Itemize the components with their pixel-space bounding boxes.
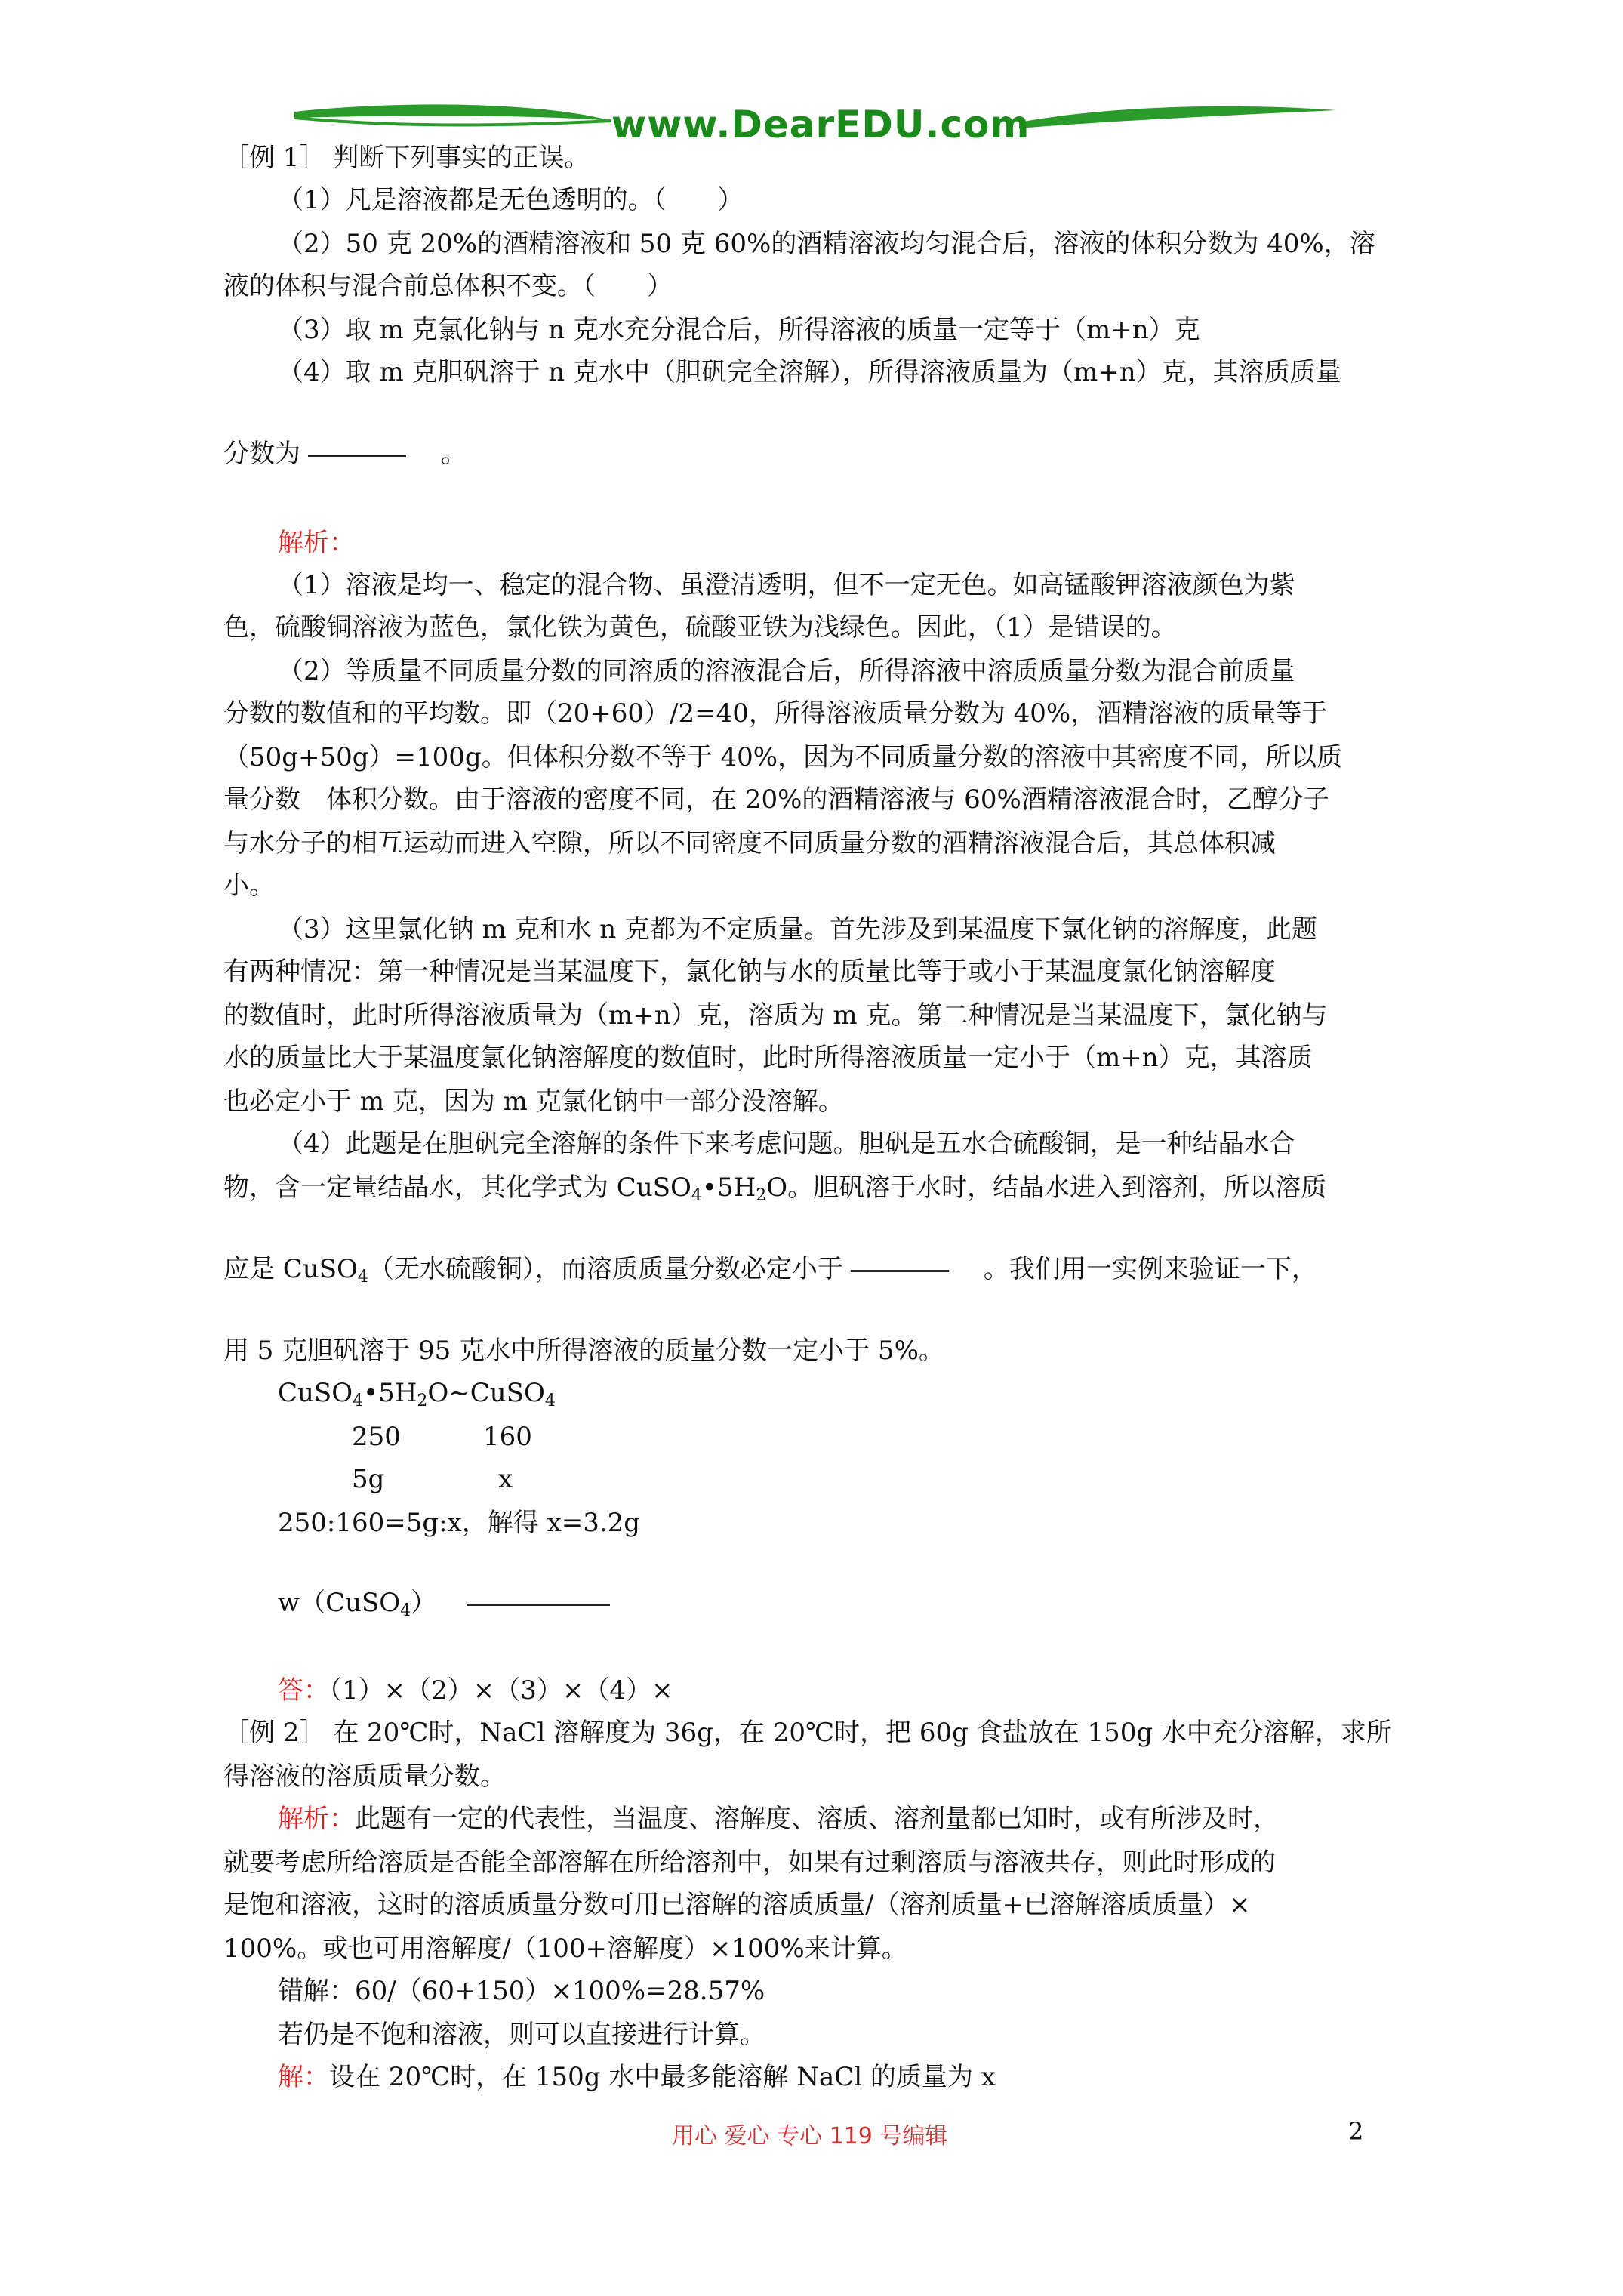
analysis1-p3c: 的数值时，此时所得溶液质量为（m+n）克，溶质为 m 克。第二种情况是当某温度下，氯化钠与 [223,1000,1328,1031]
ex2-wrong: 错解：60/（60+150）×100%=28.57% [278,1976,765,2006]
ex1-q3: （3）取 m 克氯化钠与 n 克水充分混合后，所得溶液的质量一定等于（m+n）克 [278,315,1200,345]
ex2-solution-label: 解： [278,2062,329,2092]
calc-f1-sub3: 4 [544,1391,556,1410]
p4c-mid: （无水硫酸铜），而溶质质量分数必定小于 [368,1254,843,1284]
analysis1-p1b: 色，硫酸铜溶液为蓝色，氯化铁为黄色，硫酸亚铁为浅绿色。因此，（1）是错误的。 [223,612,1177,643]
fraction-blank-2 [851,1270,949,1272]
calc-f1-sub1: 4 [353,1391,364,1410]
p4b-mid: •5H [701,1173,756,1203]
analysis1-p3d: 水的质量比大于某温度氯化钠溶解度的数值时，此时所得溶液质量一定小于（m+n）克，其溶质 [223,1043,1313,1073]
p4c-end: 。我们用一实例来验证一下， [983,1254,1317,1284]
calc-r2a: 5g [352,1464,385,1494]
fraction-blank-3 [467,1604,610,1606]
ex1-q4a: （4）取 m 克胆矾溶于 n 克水中（胆矾完全溶解），所得溶液质量为（m+n）克，其溶质质量 [278,357,1341,387]
ex1-title: ［例 1］ 判断下列事实的正误。 [223,143,590,173]
analysis1-p2a: （2）等质量不同质量分数的同溶质的溶液混合后，所得溶液中溶质质量分数为混合前质量 [278,656,1295,686]
answer1-line [278,1673,673,1708]
answer-text: （1）×（2）×（3）×（4）× [329,1675,673,1706]
calc-r1b: 160 [483,1422,532,1452]
calc-eq: 250:160=5g:x，解得 x=3.2g [278,1508,641,1538]
ex2-analysis-label: 解析： [278,1804,355,1834]
analysis1-p2c: （50g+50g）=100g。但体积分数不等于 40%，因为不同质量分数的溶液中其密度不同，所以质 [223,742,1343,772]
analysis1-p2e: 与水分子的相互运动而进入空隙，所以不同密度不同质量分数的酒精溶液混合后，其总体积减 [223,828,1276,858]
p4b-sub2: 2 [756,1186,767,1205]
answer-label: 答： [278,1675,329,1706]
analysis-label: 解析： [278,528,355,558]
ex1-q1: （1）凡是溶液都是无色透明的。（ ） [278,185,744,215]
page-number: 2 [1348,2117,1364,2146]
ex1-q2b: 液的体积与混合前总体积不变。（ ） [223,271,673,301]
calc-r1a: 250 [352,1422,401,1452]
calc-r2b: x [498,1464,513,1494]
analysis1-p3e: 也必定小于 m 克，因为 m 克氯化钠中一部分没溶解。 [223,1086,844,1117]
ex1-q2a: （2）50 克 20%的酒精溶液和 50 克 60%的酒精溶液均匀混合后，溶液的体积分数为 40%，溶 [278,229,1375,259]
calc-w-sub: 4 [400,1601,411,1620]
calc-f1-mid2: O~CuSO [427,1378,545,1408]
analysis1-p3a: （3）这里氯化钠 m 克和水 n 克都为不定质量。首先涉及到某温度下氯化钠的溶解度，此题 [278,914,1317,945]
ex2-a1: 此题有一定的代表性，当温度、溶解度、溶质、溶剂量都已知时，或有所涉及时， [355,1804,1279,1834]
ex2-note: 若仍是不饱和溶液，则可以直接进行计算。 [278,2020,765,2050]
analysis1-p2b: 分数的数值和的平均数。即（20+60）/2=40，所得溶液质量分数为 40%，酒精溶液的质量等于 [223,698,1328,729]
calc-formula [278,1376,556,1419]
ex1-q4b-text: 分数为 [223,439,300,469]
p4b-text: 物，含一定量结晶水，其化学式为 CuSO [223,1173,691,1203]
calc-f1-sub2: 2 [417,1391,428,1410]
calc-w-start: w（CuSO [278,1588,401,1618]
analysis1-p4c [223,1252,1317,1295]
p4c-sub: 4 [357,1268,368,1287]
ex2-a2: 就要考虑所给溶质是否能全部溶解在所给溶剂中，如果有过剩溶质与溶液共存，则此时形成的 [223,1848,1276,1878]
calc-w-end: ） [411,1588,437,1618]
site-logo-text: www.DearEDU.com [611,103,1030,146]
analysis1-p2f: 小。 [223,871,275,901]
ex2-line1: ［例 2］ 在 20℃时，NaCl 溶解度为 36g，在 20℃时，把 60g 食盐放在 150g 水中充分溶解，求所 [223,1718,1392,1748]
ex2-a4: 100%。或也可用溶解度/（100+溶解度）×100%来计算。 [223,1934,907,1964]
footer-text: 用心 爱心 专心 119 号编辑 [672,2123,948,2150]
analysis1-p4a: （4）此题是在胆矾完全溶解的条件下来考虑问题。胆矾是五水合硫酸铜，是一种结晶水合 [278,1129,1295,1159]
ex1-q4b-end: 。 [441,439,467,469]
calc-f1-mid: •5H [363,1378,417,1408]
analysis1-p2d: 量分数 体积分数。由于溶液的密度不同，在 20%的酒精溶液与 60%酒精溶液混合时，乙醇分子 [223,784,1329,815]
ex1-q4b-line [223,436,467,471]
ex2-solution [278,2060,996,2094]
ex2-analysis-a1 [278,1801,1279,1836]
ex2-solution-text: 设在 20℃时，在 150g 水中最多能溶解 NaCl 的质量为 x [329,2062,996,2092]
calc-f1: CuSO [278,1378,353,1408]
analysis1-p1a: （1）溶液是均一、稳定的混合物、虽澄清透明，但不一定无色。如高锰酸钾溶液颜色为紫 [278,570,1295,600]
ex2-a3: 是饱和溶液，这时的溶质质量分数可用已溶解的溶质质量/（溶剂质量+已溶解溶质质量）× [223,1890,1251,1920]
calc-w [278,1586,617,1629]
analysis1-p3b: 有两种情况：第一种情况是当某温度下，氯化钠与水的质量比等于或小于某温度氯化钠溶解度 [223,957,1276,987]
fraction-blank [308,455,406,457]
p4b-end: O。胆矾溶于水时，结晶水进入到溶剂，所以溶质 [766,1173,1327,1203]
p4b-sub1: 4 [691,1186,702,1205]
analysis1-p4b [223,1170,1326,1213]
ex2-line2: 得溶液的溶质质量分数。 [223,1761,506,1792]
analysis1-p4d: 用 5 克胆矾溶于 95 克水中所得溶液的质量分数一定小于 5%。 [223,1336,944,1366]
p4c-start: 应是 CuSO [223,1254,358,1284]
